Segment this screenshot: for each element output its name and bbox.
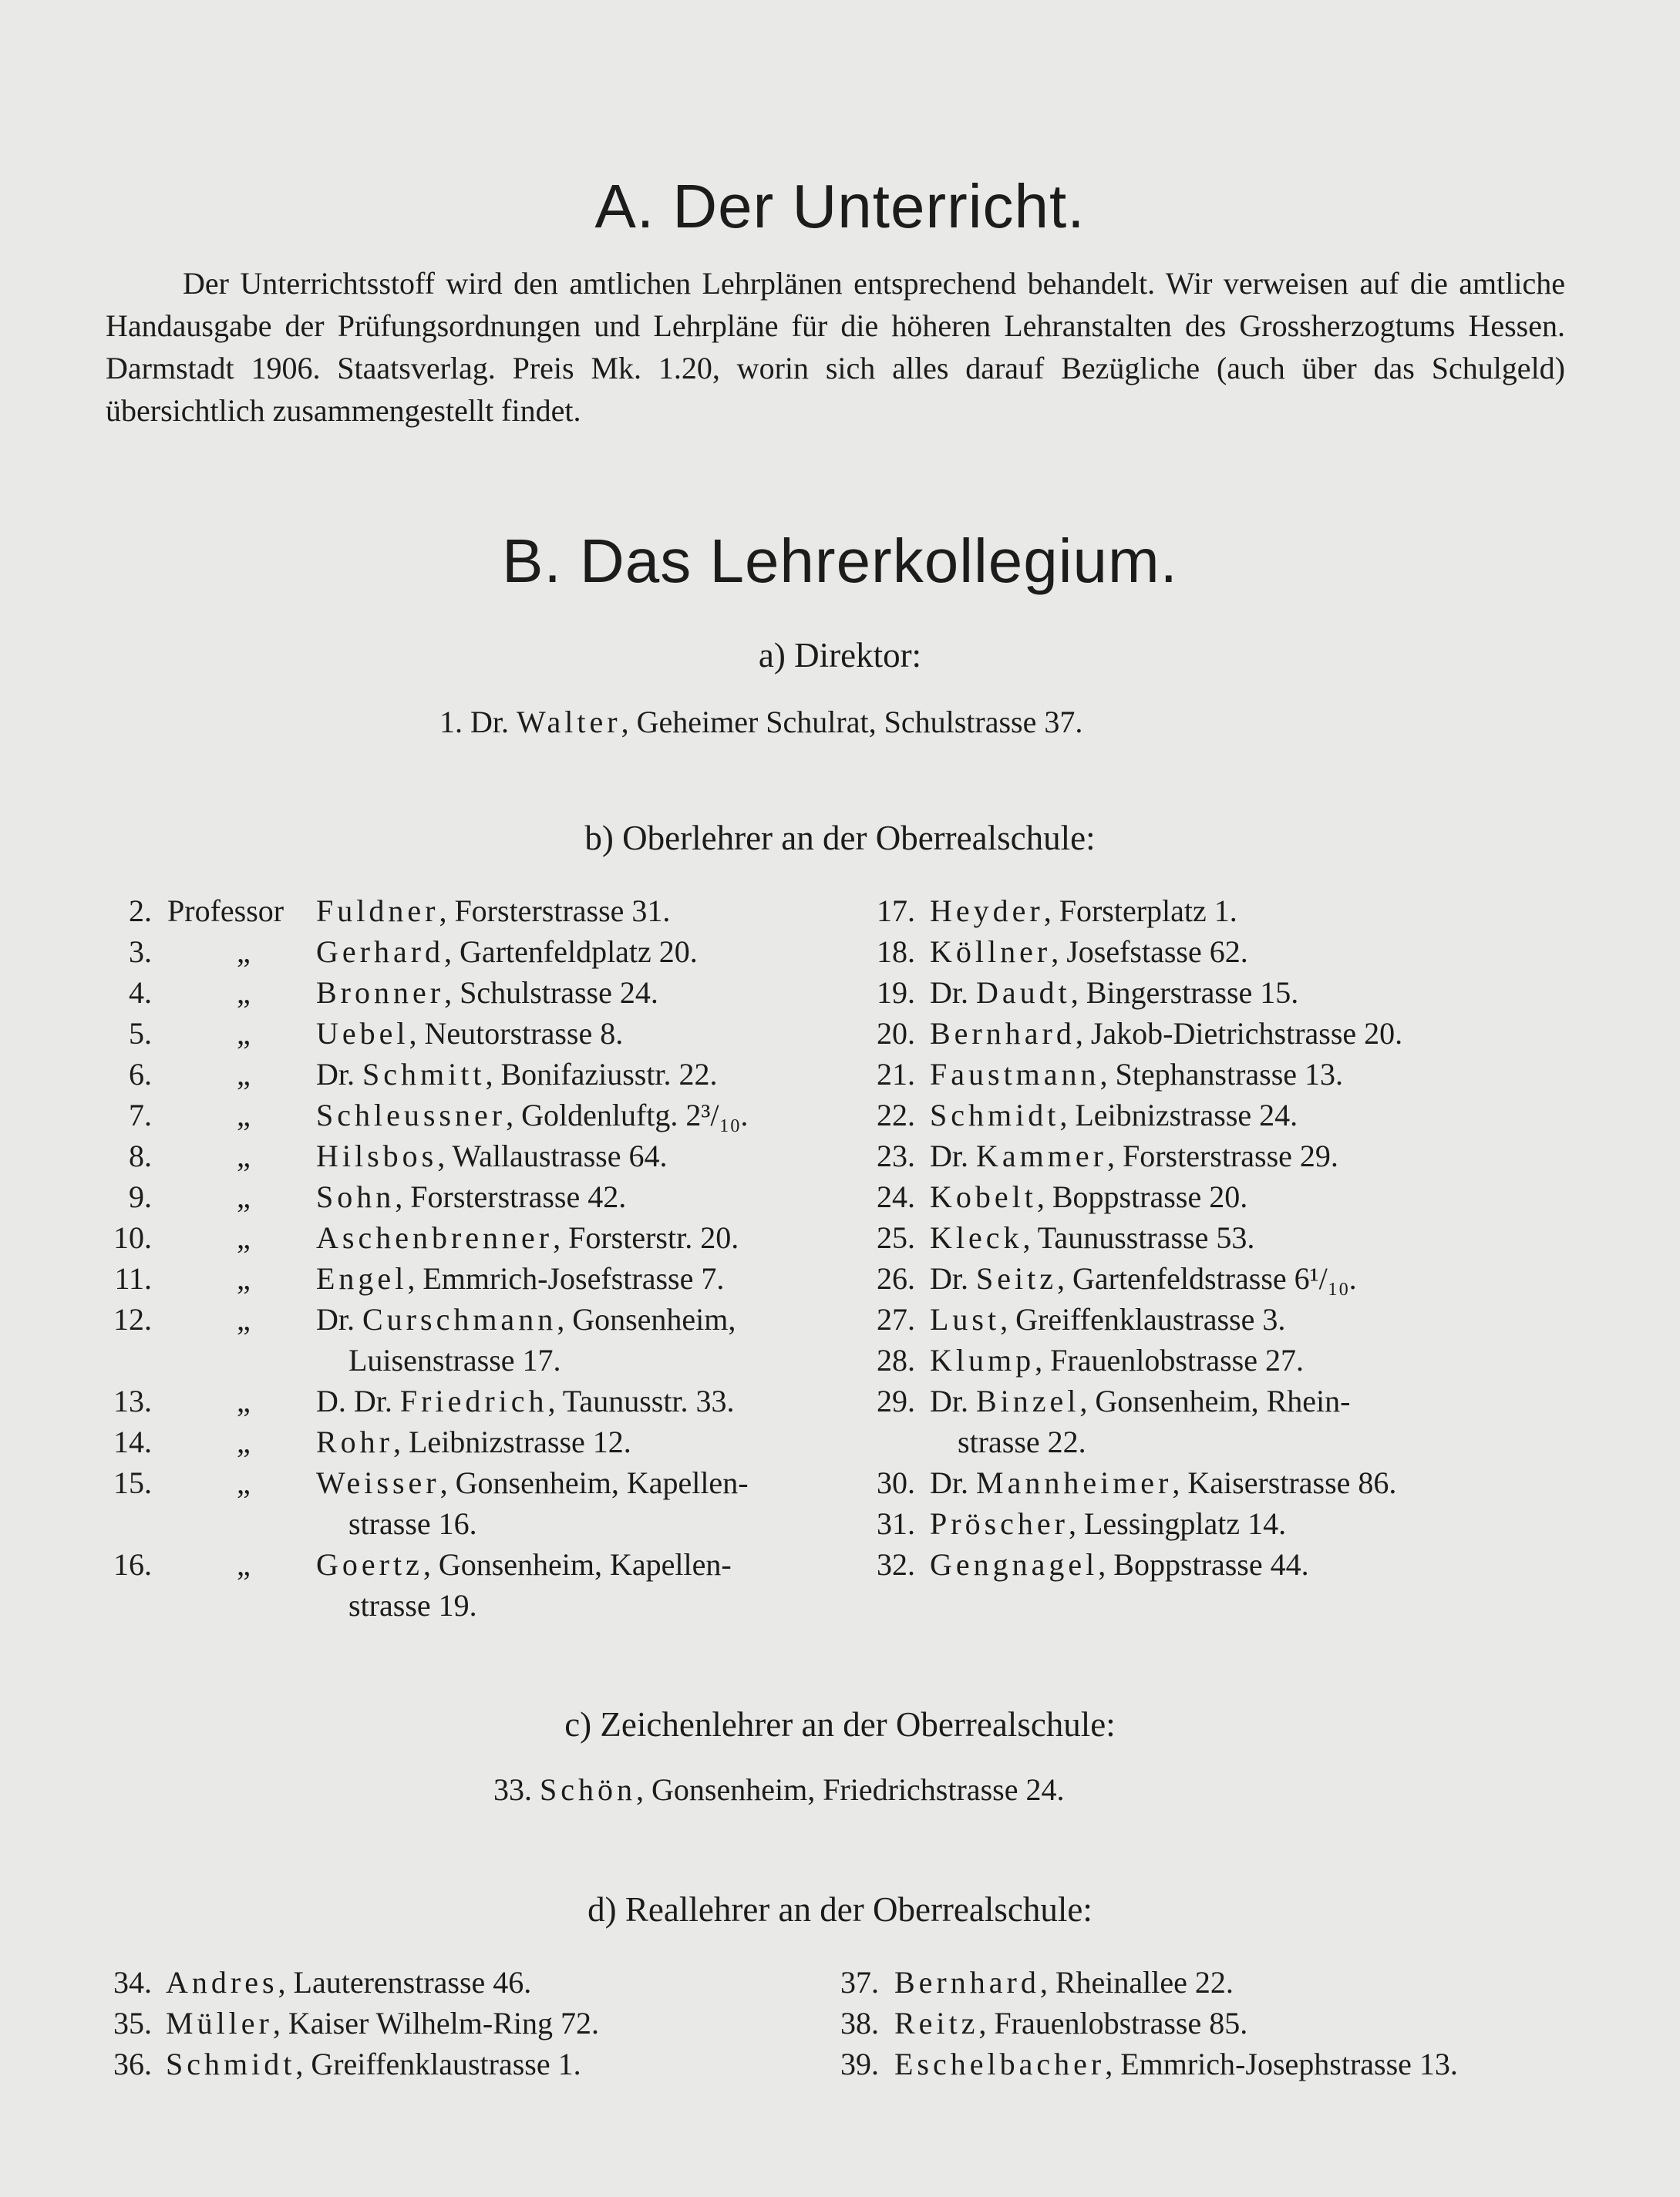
entry-address: , Gartenfeldstrasse 6¹/₁₀. [1056,1261,1357,1296]
entry-address: , Stephanstrasse 13. [1099,1057,1344,1092]
zeichenlehrer-title: c) Zeichenlehrer an der Oberrealschule: [564,1705,1116,1744]
entry-number: 17. [877,893,915,928]
entry-number: 8. [129,1139,152,1173]
entry-name: Schleussner [316,1098,507,1132]
entry-address: , Gonsenheim, Kapellen- [423,1547,732,1582]
entry-text [316,1462,749,1503]
entry-name: Gengnagel [930,1547,1099,1582]
entry-address: , Emmrich-Josephstrasse 13. [1105,2047,1458,2081]
entry-number: 18. [877,934,915,969]
entry-number: 35. [113,2006,152,2041]
entry-name: Reitz [894,2006,979,2041]
entry-number: 31. [877,1506,915,1541]
entry-name: Bronner [316,975,445,1010]
section-b-heading: B. Das Lehrerkollegium. [502,527,1178,595]
entry-address: , Rheinallee 22. [1039,1965,1234,2000]
entry-number: 15. [113,1465,152,1500]
entry-text [166,2003,599,2044]
entry-number: 7. [129,1098,152,1132]
entry-text [894,2003,1247,2044]
entry-address: , Bonifaziusstr. 22. [485,1057,718,1092]
entry-number: 38. [840,2006,879,2041]
entry-name: Klump [930,1343,1035,1378]
entry-prefix: Dr. [930,975,976,1010]
entry-number: 27. [877,1302,915,1337]
entry-name: Daudt [976,975,1071,1010]
entry-text [316,1381,735,1421]
entry-text [930,1054,1343,1095]
entry-address: , Leibnizstrasse 24. [1059,1098,1298,1132]
section-a-heading: A. Der Unterricht. [594,172,1086,241]
ditto-mark: „ [237,1016,251,1051]
ditto-mark: „ [237,1261,251,1296]
zeichenlehrer-entry [493,1769,1064,1810]
entry-text [316,1095,748,1136]
entry-name: Goertz [316,1547,423,1582]
entry-address: , Gonsenheim, [557,1302,736,1337]
entry-name: Bernhard [930,1016,1076,1051]
entry-text [930,1095,1298,1136]
entry-number: 11. [114,1261,152,1296]
entry-address: , Jakob-Dietrichstrasse 20. [1075,1016,1403,1051]
entry-number: 28. [877,1343,915,1378]
entry-number: 29. [877,1384,915,1418]
section-a-paragraph: Der Unterrichtsstoff wird den amtlichen Lehrplänen entsprechend behandelt. Wir verweisen auf die amtliche Handausgabe der Prüfungsordnungen und Lehrpläne für die höheren Lehranstalten des Grossherzogtums Hessen. Darmstadt 1906. Staatsverlag. Preis Mk. 1.20, worin sich alles darauf Bezügliche (auch über das Schulgeld) übersichtlich zusammengestellt findet. [106,266,1565,428]
entry-name: Binzel [976,1384,1080,1418]
entry-text [316,1136,667,1176]
entry-number: 13. [113,1384,152,1418]
entry-address: , Taunusstr. 33. [547,1384,735,1418]
entry-text [930,1258,1357,1299]
ditto-mark: „ [237,1139,251,1173]
reallehrer-title: d) Reallehrer an der Oberrealschule: [587,1890,1093,1929]
ditto-mark: „ [237,1179,251,1214]
entry-text [316,1054,718,1095]
entry-name: Sohn [316,1179,396,1214]
entry-text [930,1176,1247,1217]
entry-address: , Geheimer Schulrat, Schulstrasse 37. [621,705,1083,739]
entry-address: , Wallaustrasse 64. [437,1139,668,1173]
entry-text [894,2044,1458,2084]
entry-number: 34. [113,1965,152,2000]
ditto-mark: „ [237,1220,251,1255]
entry-address: , Forsterstrasse 42. [395,1179,627,1214]
entry-text [930,1136,1338,1176]
entry-prefix: Dr. [930,1465,976,1500]
entry-name: Schmidt [166,2047,296,2081]
entry-name: Kammer [976,1139,1107,1173]
entry-text [930,972,1298,1013]
oberlehrer-title: b) Oberlehrer an der Oberrealschule: [584,819,1096,857]
ditto-mark: „ [237,1098,251,1132]
entry-name: Müller [166,2006,273,2041]
entry-address: , Kaiser Wilhelm-Ring 72. [272,2006,600,2041]
entry-address: , Greiffenklaustrasse 1. [295,2047,581,2081]
entry-name: Aschenbrenner [316,1220,554,1255]
ditto-mark: „ [237,975,251,1010]
entry-text [930,1299,1285,1340]
entry-number: 12. [113,1302,152,1337]
entry-number: 5. [129,1016,152,1051]
entry-number: 26. [877,1261,915,1296]
entry-address: , Frauenlobstrasse 85. [978,2006,1248,2041]
ditto-mark: „ [237,1465,251,1500]
entry-address: , Schulstrasse 24. [444,975,658,1010]
entry-address: , Forsterstr. 20. [553,1220,739,1255]
ditto-mark: „ [237,1547,251,1582]
entry-name: Gerhard [316,934,445,969]
entry-address: , Leibnizstrasse 12. [393,1425,631,1459]
entry-address: , Greiffenklaustrasse 3. [1000,1302,1286,1337]
entry-address: , Forsterstrasse 29. [1106,1139,1338,1173]
entry-name: Schön [540,1772,636,1807]
entry-address: , Kaiserstrasse 86. [1172,1465,1397,1500]
entry-name: Andres [166,1965,278,2000]
entry-number: 33. [493,1772,532,1807]
entry-text [930,890,1237,931]
entry-prefix: Dr. [930,1261,976,1296]
entry-prefix: D. Dr. [316,1384,400,1418]
entry-number: 16. [113,1547,152,1582]
entry-number: 39. [840,2047,879,2081]
entry-number: 36. [113,2047,152,2081]
entry-text [316,1217,739,1258]
entry-address: , Gonsenheim, Rhein- [1079,1384,1351,1418]
entry-number: 22. [877,1098,915,1132]
entry-number: 21. [877,1057,915,1092]
ditto-mark: „ [237,1302,251,1337]
entry-address: , Bingerstrasse 15. [1070,975,1299,1010]
entry-number: 23. [877,1139,915,1173]
entry-name: Lust [930,1302,1001,1337]
entry-address: , Gonsenheim, Friedrichstrasse 24. [636,1772,1065,1807]
entry-number: 24. [877,1179,915,1214]
entry-name: Fuldner [316,893,439,928]
entry-number: 19. [877,975,915,1010]
entry-name: Köllner [930,934,1052,969]
entry-address: , Emmrich-Josefstrasse 7. [407,1261,725,1296]
ditto-mark: „ [237,934,251,969]
entry-number: 14. [113,1425,152,1459]
ditto-mark: „ [237,1384,251,1418]
entry-text [930,1217,1254,1258]
entry-address: , Forsterstrasse 31. [439,893,671,928]
entry-text [166,2044,581,2084]
entry-text [166,1962,531,2003]
entry-text [930,1503,1286,1544]
entry-name: Bernhard [894,1965,1040,2000]
entry-name: Weisser [316,1465,440,1500]
entry-text [316,1544,732,1585]
entry-number: 37. [840,1965,879,2000]
entry-name: Pröscher [930,1506,1069,1541]
ditto-mark: „ [237,1425,251,1459]
entry-number: 32. [877,1547,915,1582]
entry-number: 9. [129,1179,152,1214]
direktor-title: a) Direktor: [758,636,922,675]
entry-address: , Taunusstrasse 53. [1022,1220,1255,1255]
entry-name: Engel [316,1261,408,1296]
entry-text [316,1421,631,1462]
entry-name: Walter [517,705,621,739]
entry-address: , Gartenfeldplatz 20. [444,934,698,969]
entry-text [894,1962,1234,2003]
entry-text [930,1462,1396,1503]
entry-address: , Lessingplatz 14. [1068,1506,1287,1541]
entry-name: Uebel [316,1016,409,1051]
entry-prefix: Dr. [316,1302,362,1337]
entry-prefix: Dr. [930,1384,976,1418]
entry-title: Professor [167,893,284,928]
entry-text [930,1381,1350,1421]
entry-text [930,1340,1304,1381]
direktor-entry [439,701,1082,742]
entry-text [316,1258,724,1299]
ditto-mark: „ [237,1057,251,1092]
entry-name: Schmidt [930,1098,1060,1132]
entry-continuation: strasse 22. [958,1425,1086,1459]
entry-address: , Boppstrasse 20. [1036,1179,1248,1214]
entry-address: , Josefstasse 62. [1051,934,1248,969]
entry-prefix: Dr. [930,1139,976,1173]
entry-name: Kleck [930,1220,1023,1255]
entry-name: Heyder [930,893,1044,928]
entry-prefix: Dr. [470,705,509,739]
entry-address: , Neutorstrasse 8. [409,1016,624,1051]
entry-address: , Gonsenheim, Kapellen- [439,1465,749,1500]
entry-text [316,1299,736,1340]
entry-number: 30. [877,1465,915,1500]
entry-number: 3. [129,934,152,969]
entry-address: , Goldenluftg. 2³/₁₀. [506,1098,749,1132]
entry-continuation: Luisenstrasse 17. [348,1343,561,1378]
entry-number: 4. [129,975,152,1010]
entry-text [316,890,670,931]
entry-text [316,931,698,972]
entry-address: , Forsterplatz 1. [1043,893,1237,928]
entry-continuation: strasse 19. [348,1588,477,1623]
entry-number: 25. [877,1220,915,1255]
entry-name: Seitz [976,1261,1057,1296]
entry-text [930,1544,1309,1585]
entry-address: , Lauterenstrasse 46. [278,1965,532,2000]
entry-number: 10. [113,1220,152,1255]
entry-name: Rohr [316,1425,393,1459]
entry-name: Mannheimer [976,1465,1173,1500]
entry-name: Kobelt [930,1179,1037,1214]
entry-continuation: strasse 16. [348,1506,477,1541]
entry-name: Curschmann [362,1302,557,1337]
entry-name: Eschelbacher [894,2047,1106,2081]
entry-text [316,1176,626,1217]
entry-address: , Frauenlobstrasse 27. [1035,1343,1304,1378]
entry-prefix: Dr. [316,1057,362,1092]
entry-name: Hilsbos [316,1139,438,1173]
entry-text [316,1013,623,1054]
entry-address: , Boppstrasse 44. [1098,1547,1309,1582]
entry-number: 6. [129,1057,152,1092]
entry-text [930,1013,1402,1054]
entry-number: 1. [439,705,463,739]
entry-name: Friedrich [399,1384,548,1418]
entry-text [930,931,1248,972]
entry-name: Schmitt [362,1057,486,1092]
entry-name: Faustmann [930,1057,1100,1092]
entry-number: 2. [129,893,152,928]
entry-number: 20. [877,1016,915,1051]
entry-text [316,972,658,1013]
